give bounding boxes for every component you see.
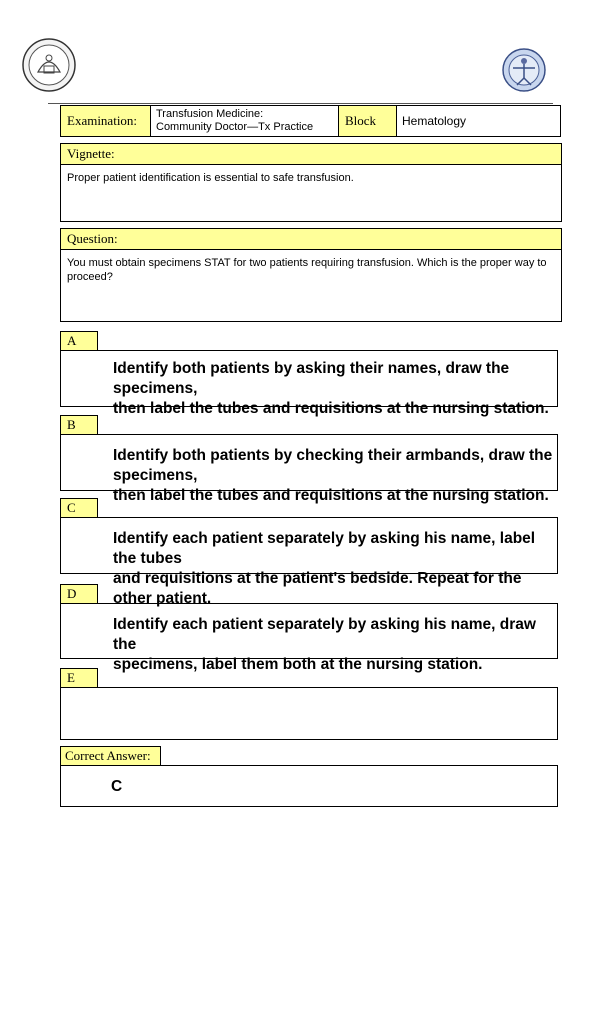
option-a-line1: Identify both patients by asking their names, draw the specimens, [113, 360, 510, 397]
option-c-line1: Identify each patient separately by asking his name, label the tubes [113, 530, 536, 567]
option-c-tag: C [60, 498, 98, 518]
block-label: Block [339, 106, 397, 136]
question-header: Question: [60, 228, 562, 250]
header-divider [48, 103, 553, 104]
option-d-line2: specimens, label them both at the nursing station. [113, 656, 483, 673]
option-b-tag: B [60, 415, 98, 435]
option-a-tag: A [60, 331, 98, 351]
exam-header-row [60, 105, 561, 137]
exam-value [151, 106, 339, 136]
vignette-body [60, 165, 562, 222]
option-b-line2: then label the tubes and requisitions at the nursing station. [113, 487, 549, 504]
option-b-box[interactable] [60, 434, 558, 504]
option-d-line1: Identify each patient separately by asking his name, draw the [113, 616, 536, 653]
option-b-text [113, 446, 553, 506]
question-text: You must obtain specimens STAT for two patients requiring transfusion. Which is the proper way to proceed? [67, 257, 547, 283]
exam-value-line2: Community Doctor—Tx Practice [156, 121, 314, 133]
correct-answer-box [60, 765, 558, 807]
option-e-box[interactable] [60, 687, 558, 740]
option-d-tag: D [60, 584, 98, 604]
vignette-header: Vignette: [60, 143, 562, 165]
option-a-line2: then label the tubes and requisitions at the nursing station. [113, 400, 549, 417]
vignette-text: Proper patient identification is essential to safe transfusion. [67, 172, 354, 184]
option-c-line2: and requisitions at the patient's bedside. Repeat for the other patient. [113, 570, 522, 607]
option-a-box[interactable] [60, 350, 558, 417]
block-value: Hematology [402, 113, 467, 128]
option-d-box[interactable] [60, 603, 558, 673]
option-c-box[interactable] [60, 517, 558, 607]
question-body [60, 250, 562, 322]
option-a-text [113, 359, 553, 419]
exam-label: Examination: [61, 106, 151, 136]
option-e-tag: E [60, 668, 98, 688]
correct-answer-value: C [111, 778, 123, 795]
option-c-text [113, 529, 553, 609]
vitruvian-man-logo [502, 48, 546, 92]
correct-answer-tag: Correct Answer: [60, 746, 161, 766]
exam-value-line1: Transfusion Medicine: [156, 108, 264, 120]
option-d-text [113, 615, 553, 675]
option-b-line1: Identify both patients by checking their armbands, draw the specimens, [113, 447, 553, 484]
university-seal-logo [22, 38, 76, 92]
